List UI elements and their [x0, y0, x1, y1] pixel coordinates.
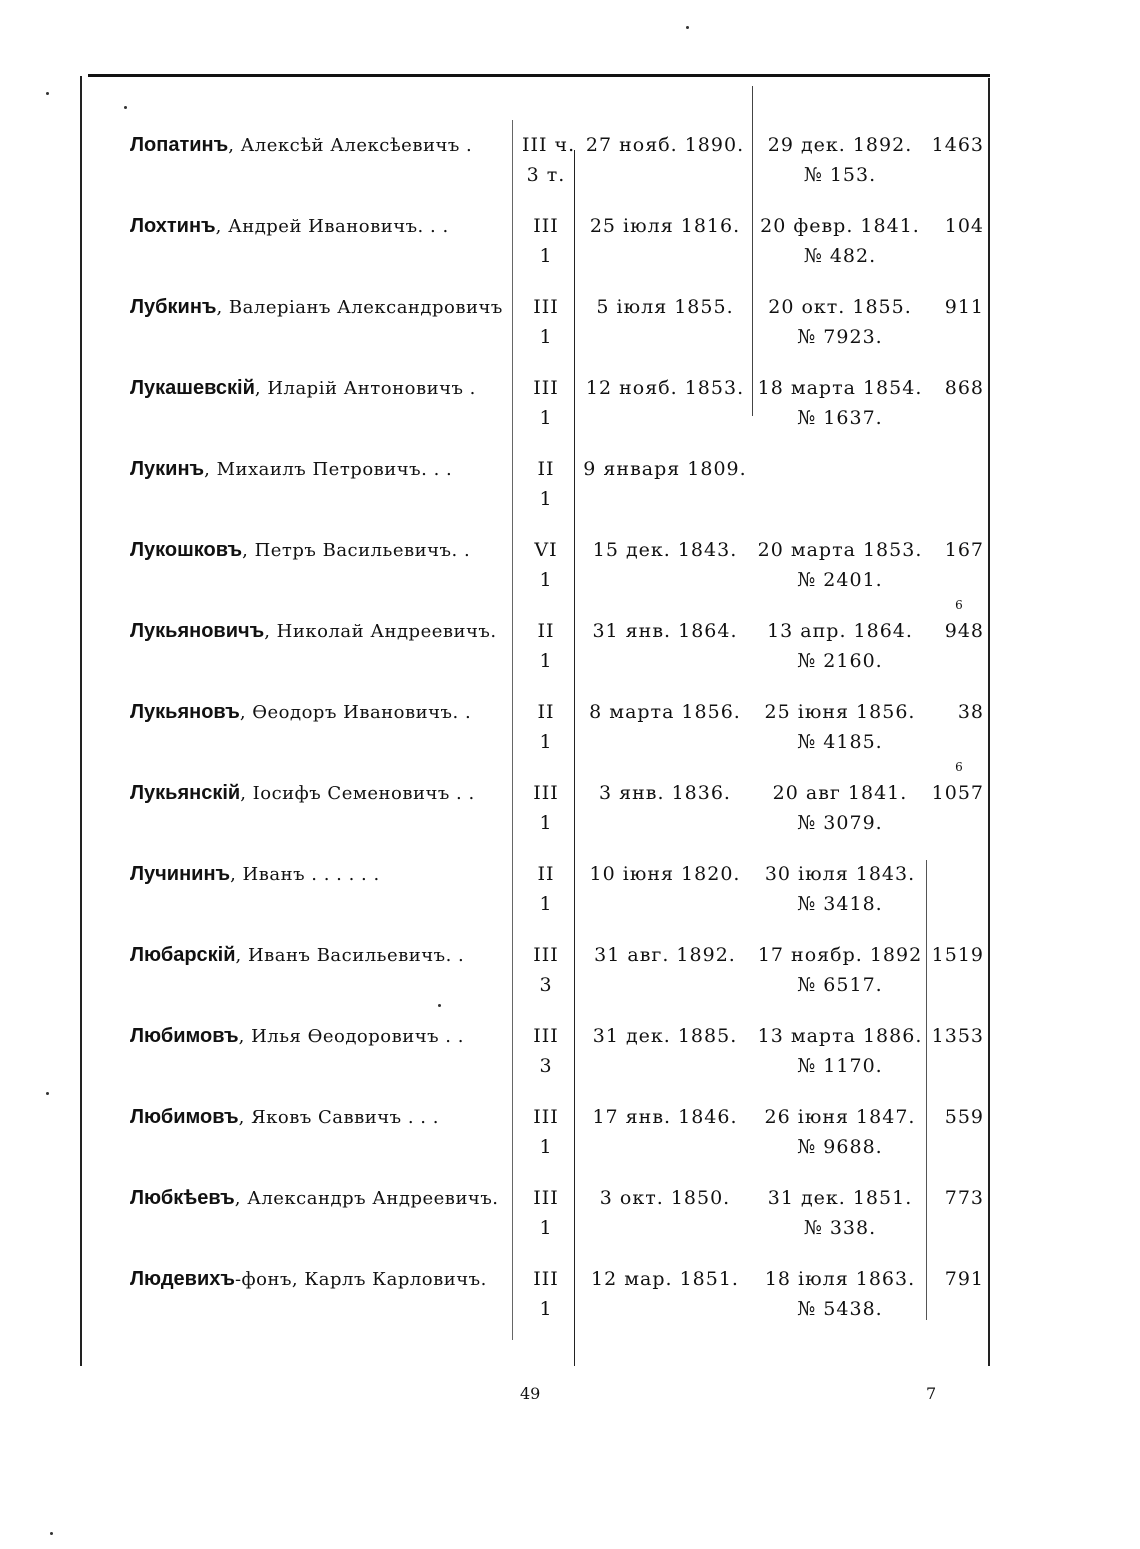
given-names: , Өеодоръ Ивановичъ. .	[239, 702, 472, 723]
person-name	[130, 863, 380, 886]
rank-class-line1: III	[533, 1106, 559, 1128]
top-rule	[88, 74, 990, 77]
award-date: 20 февр. 1841.	[760, 215, 920, 237]
surname: Любимовъ	[130, 1106, 239, 1128]
service-start-date: 17 янв. 1846.	[592, 1106, 738, 1128]
person-name	[130, 539, 470, 562]
table-row	[0, 944, 1140, 1024]
print-speck	[124, 106, 127, 109]
given-names: , Илья Өеодоровичъ . .	[238, 1026, 464, 1047]
award-date: 20 окт. 1855.	[768, 296, 912, 318]
rank-class-line2: 1	[539, 407, 553, 429]
surname: Лукьяновичъ	[130, 620, 265, 642]
service-start-date: 5 іюля 1855.	[596, 296, 734, 318]
award-date: 17 ноябр. 1892	[757, 944, 923, 966]
order-number: № 1637.	[797, 407, 883, 429]
service-start-date: 12 нояб. 1853.	[585, 377, 745, 399]
page-number-left: 49	[520, 1384, 541, 1403]
table-row	[0, 1187, 1140, 1267]
given-names: , Яковъ Саввичъ . . .	[238, 1107, 439, 1128]
given-names: , Иларій Антоновичъ .	[254, 378, 476, 399]
print-speck	[46, 92, 49, 95]
rank-class-line2: 3	[539, 1055, 553, 1077]
given-names: , Валеріанъ Александровичъ	[216, 297, 503, 318]
given-names: , Александръ Андреевичъ.	[234, 1188, 499, 1209]
person-name	[130, 1268, 487, 1291]
award-date: 31 дек. 1851.	[767, 1187, 913, 1209]
record-number: 948	[944, 620, 984, 642]
table-row	[0, 760, 1140, 862]
record-number: 1057	[931, 782, 984, 804]
order-number: № 7923.	[797, 326, 883, 348]
record-superscript: 6	[955, 598, 963, 612]
award-date: 18 іюля 1863.	[764, 1268, 916, 1290]
given-names: , Іосифъ Семеновичъ . .	[240, 783, 475, 804]
surname: Любимовъ	[130, 1025, 239, 1047]
record-number: 868	[944, 377, 984, 399]
surname: Лохтинъ	[130, 215, 216, 237]
rank-class-line1: III	[533, 944, 559, 966]
table-row	[0, 1268, 1140, 1348]
given-names: , Андрей Ивановичъ. . .	[215, 216, 449, 237]
rank-class-line2: 1	[539, 731, 553, 753]
table-row	[0, 215, 1140, 295]
record-number: 773	[944, 1187, 984, 1209]
table-row	[0, 296, 1140, 376]
table-row	[0, 863, 1140, 943]
order-number: № 3079.	[797, 812, 883, 834]
rank-class-line2: 1	[539, 893, 553, 915]
given-names: , Иванъ Васильевичъ. .	[235, 945, 465, 966]
surname: Лучининъ	[130, 863, 231, 885]
award-date: 13 апр. 1864.	[767, 620, 913, 642]
service-start-date: 12 мар. 1851.	[591, 1268, 739, 1290]
person-name	[130, 620, 497, 643]
award-date: 30 іюля 1843.	[764, 863, 916, 885]
person-name	[130, 1106, 439, 1129]
record-superscript: 6	[955, 760, 963, 774]
rank-class-line1: III	[533, 1187, 559, 1209]
record-number: 1353	[931, 1025, 984, 1047]
order-number: № 9688.	[797, 1136, 883, 1158]
service-start-date: 10 іюня 1820.	[589, 863, 741, 885]
rank-class-line1: III	[533, 215, 559, 237]
rank-class-line2: 3	[539, 974, 553, 996]
order-number: № 5438.	[797, 1298, 883, 1320]
rank-class-line1: III	[533, 1268, 559, 1290]
surname: Лубкинъ	[130, 296, 217, 318]
rank-class-line2: 1	[539, 1217, 553, 1239]
service-start-date: 3 окт. 1850.	[599, 1187, 731, 1209]
surname: Любкѣевъ	[130, 1187, 235, 1209]
award-date: 18 марта 1854.	[757, 377, 923, 399]
print-speck	[686, 26, 689, 29]
order-number: № 6517.	[797, 974, 883, 996]
rank-class-line1: II	[537, 458, 555, 480]
service-start-date: 25 іюля 1816.	[589, 215, 741, 237]
table-row	[0, 377, 1140, 457]
rank-class-line2: 1	[539, 650, 553, 672]
record-number: 559	[944, 1106, 984, 1128]
surname: Лукашевскій	[130, 377, 255, 399]
order-number: № 153.	[803, 164, 877, 186]
rank-class-line2: 3 т.	[526, 164, 566, 186]
rank-class-line2: 1	[539, 812, 553, 834]
person-name	[130, 944, 464, 967]
rank-class-line1: III ч.	[522, 134, 576, 156]
print-speck	[50, 1532, 53, 1535]
rank-class-line2: 1	[539, 245, 553, 267]
table-row	[0, 134, 1140, 214]
award-date: 25 іюня 1856.	[764, 701, 916, 723]
order-number: № 1170.	[797, 1055, 883, 1077]
record-number: 1519	[931, 944, 984, 966]
person-name	[130, 1187, 499, 1210]
rank-class-line1: III	[533, 377, 559, 399]
award-date: 26 іюня 1847.	[764, 1106, 916, 1128]
record-number: 38	[957, 701, 984, 723]
surname: Лукьяновъ	[130, 701, 240, 723]
record-number: 1463	[931, 134, 984, 156]
rank-class-line2: 1	[539, 1298, 553, 1320]
table-row	[0, 598, 1140, 700]
record-number: 791	[944, 1268, 984, 1290]
person-name	[130, 782, 475, 805]
award-date: 13 марта 1886.	[757, 1025, 923, 1047]
record-number: 104	[944, 215, 984, 237]
person-name	[130, 377, 476, 400]
rank-class-line1: VI	[534, 539, 558, 561]
surname: Любарскій	[130, 944, 236, 966]
record-number: 911	[944, 296, 984, 318]
service-start-date: 15 дек. 1843.	[592, 539, 738, 561]
person-name	[130, 134, 472, 157]
rank-class-line2: 1	[539, 326, 553, 348]
rank-class-line2: 1	[539, 1136, 553, 1158]
service-start-date: 31 авг. 1892.	[594, 944, 736, 966]
print-speck	[438, 1004, 441, 1007]
rank-class-line1: III	[533, 1025, 559, 1047]
person-name	[130, 458, 452, 481]
given-names: , Михаилъ Петровичъ. . .	[204, 459, 453, 480]
surname: Лукинъ	[130, 458, 205, 480]
record-number: 167	[944, 539, 984, 561]
given-names: , Николай Андреевичъ.	[264, 621, 497, 642]
order-number: № 2160.	[797, 650, 883, 672]
award-date: 29 дек. 1892.	[767, 134, 913, 156]
award-date: 20 авг 1841.	[772, 782, 908, 804]
person-name	[130, 296, 503, 319]
rank-class-line1: II	[537, 620, 555, 642]
award-date: 20 марта 1853.	[757, 539, 923, 561]
person-name	[130, 215, 449, 238]
given-names: , Алексѣй Алексѣевичъ .	[228, 135, 473, 156]
rank-class-line1: II	[537, 863, 555, 885]
given-names: -фонъ, Карлъ Карловичъ.	[234, 1269, 487, 1290]
surname: Лопатинъ	[130, 134, 229, 156]
surname: Лукошковъ	[130, 539, 243, 561]
page-number-right: 7	[926, 1384, 937, 1403]
order-number: № 482.	[803, 245, 877, 267]
rank-class-line1: III	[533, 296, 559, 318]
print-speck	[46, 1092, 49, 1095]
table-row	[0, 1106, 1140, 1186]
given-names: , Петръ Васильевичъ. .	[242, 540, 471, 561]
surname: Людевихъ	[130, 1268, 235, 1290]
person-name	[130, 1025, 464, 1048]
rank-class-line2: 1	[539, 488, 553, 510]
order-number: № 4185.	[797, 731, 883, 753]
given-names: , Иванъ . . . . . .	[230, 864, 380, 885]
order-number: № 338.	[803, 1217, 877, 1239]
table-row	[0, 458, 1140, 538]
service-start-date: 9 января 1809.	[583, 458, 747, 480]
rank-class-line2: 1	[539, 569, 553, 591]
surname: Лукьянскій	[130, 782, 241, 804]
order-number: № 2401.	[797, 569, 883, 591]
service-start-date: 31 дек. 1885.	[592, 1025, 738, 1047]
service-start-date: 31 янв. 1864.	[592, 620, 738, 642]
order-number: № 3418.	[797, 893, 883, 915]
service-start-date: 27 нояб. 1890.	[585, 134, 745, 156]
service-start-date: 8 марта 1856.	[589, 701, 741, 723]
rank-class-line1: III	[533, 782, 559, 804]
rank-class-line1: II	[537, 701, 555, 723]
service-start-date: 3 янв. 1836.	[599, 782, 731, 804]
person-name	[130, 701, 471, 724]
table-row	[0, 1025, 1140, 1105]
